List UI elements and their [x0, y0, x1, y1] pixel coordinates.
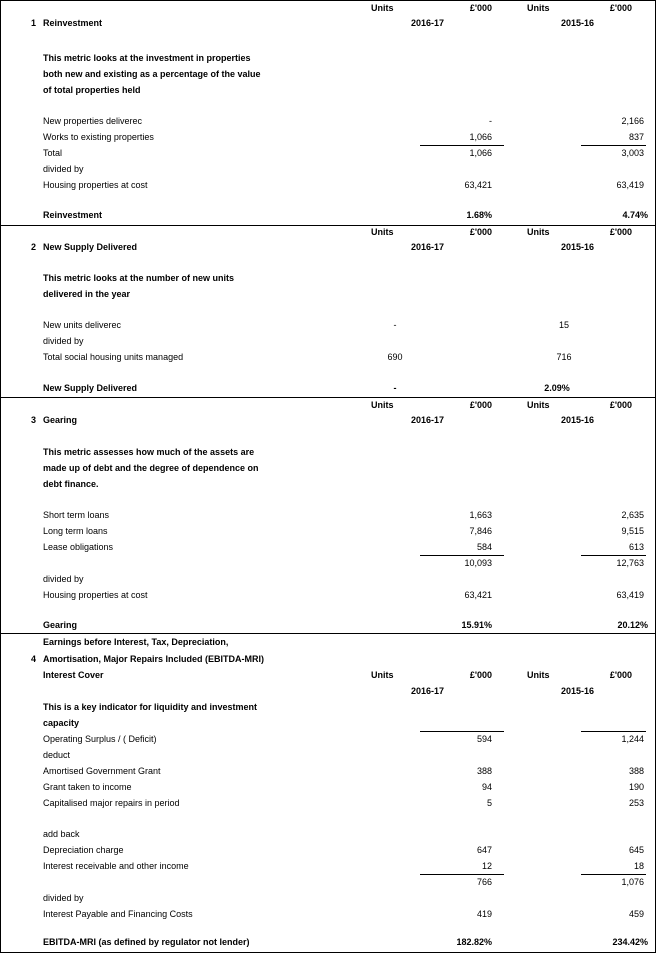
value-2016-17: 388 [476, 766, 492, 776]
row-label: deduct [43, 750, 71, 760]
row-label: Interest Payable and Financing Costs [43, 909, 193, 919]
section-title: Reinvestment [43, 18, 103, 28]
section-title: Earnings before Interest, Tax, Depreciation, [43, 637, 229, 647]
result-2015-16: 20.12% [617, 620, 648, 630]
description-line: This metric looks at the number of new units [43, 273, 235, 283]
value-2016-17: 94 [481, 782, 492, 792]
section-number: 2 [31, 242, 37, 252]
description-line: capacity [43, 718, 80, 728]
col-header-units: Units [527, 227, 550, 237]
subtotal-2016-17: 10,093 [464, 558, 492, 568]
description-line: debt finance. [43, 479, 99, 489]
description-line: This is a key indicator for liquidity and investment [43, 702, 258, 712]
row-label: Housing properties at cost [43, 180, 148, 190]
row-label: Amortised Government Grant [43, 766, 161, 776]
description-line: This metric assesses how much of the assets are [43, 447, 255, 457]
units-2016-17: - [393, 320, 397, 330]
value-2016-17: 1,066 [469, 148, 492, 158]
value-2016-17: 12 [481, 861, 492, 871]
description-line: delivered in the year [43, 289, 131, 299]
row-label: divided by [43, 164, 84, 174]
section-number: 1 [31, 18, 37, 28]
value-2016-17: 1,663 [469, 510, 492, 520]
value-2015-16: 2,635 [621, 510, 644, 520]
row-label: divided by [43, 893, 84, 903]
subtotal-rule [420, 731, 504, 732]
col-header-gbp: £'000 [609, 400, 632, 410]
section-title: Gearing [43, 415, 78, 425]
value-2015-16: 253 [628, 798, 644, 808]
row-label: Short term loans [43, 510, 110, 520]
year-header: 2015-16 [561, 242, 595, 252]
value-2015-16: 645 [628, 845, 644, 855]
subtotal-rule [581, 731, 646, 732]
section-ebitda-mri [0, 633, 656, 953]
col-header-units: Units [527, 400, 550, 410]
row-label: Long term loans [43, 526, 108, 536]
result-2015-16: 234.42% [612, 937, 648, 947]
section-title: Interest Cover [43, 670, 104, 680]
year-header: 2016-17 [411, 686, 445, 696]
col-header-gbp: £'000 [469, 227, 492, 237]
result-2015-16: 4.74% [622, 210, 648, 220]
value-2015-16: 837 [628, 132, 644, 142]
row-label: Total [43, 148, 63, 158]
description-line: This metric looks at the investment in properties [43, 53, 251, 63]
value-2016-17: 1,066 [469, 132, 492, 142]
subtotal-rule [420, 555, 504, 556]
row-label: Lease obligations [43, 542, 114, 552]
row-label: Grant taken to income [43, 782, 132, 792]
row-label: Depreciation charge [43, 845, 124, 855]
col-header-units: Units [371, 400, 394, 410]
result-label: Reinvestment [43, 210, 103, 220]
row-label: divided by [43, 574, 84, 584]
subtotal-2016-17: 766 [476, 877, 492, 887]
row-label: Housing properties at cost [43, 590, 148, 600]
value-2015-16: 3,003 [621, 148, 644, 158]
value-2016-17: 7,846 [469, 526, 492, 536]
result-label: New Supply Delivered [43, 383, 138, 393]
result-2016-17: 15.91% [461, 620, 492, 630]
row-label: Capitalised major repairs in period [43, 798, 180, 808]
value-2016-17: 594 [476, 734, 492, 744]
col-header-gbp: £'000 [609, 3, 632, 13]
col-header-units: Units [527, 670, 550, 680]
col-header-units: Units [371, 3, 394, 13]
value-2015-16: 613 [628, 542, 644, 552]
subtotal-rule [420, 145, 504, 146]
row-label: Interest receivable and other income [43, 861, 189, 871]
value-2015-16: 2,166 [621, 116, 644, 126]
row-label: Total social housing units managed [43, 352, 184, 362]
units-2015-16: 15 [558, 320, 569, 330]
units-2016-17: 690 [387, 352, 403, 362]
value-2015-16: 63,419 [616, 590, 644, 600]
col-header-gbp: £'000 [469, 3, 492, 13]
value-2016-17: 647 [476, 845, 492, 855]
result-2016-17: - [393, 383, 397, 393]
section-title: Amortisation, Major Repairs Included (EBITDA-MRI) [43, 654, 265, 664]
section-title: New Supply Delivered [43, 242, 138, 252]
subtotal-2015-16: 12,763 [616, 558, 644, 568]
result-label: EBITDA-MRI (as defined by regulator not lender) [43, 937, 250, 947]
section-number: 4 [31, 654, 37, 664]
col-header-gbp: £'000 [609, 227, 632, 237]
year-header: 2016-17 [411, 415, 445, 425]
value-2015-16: 388 [628, 766, 644, 776]
result-2016-17: 182.82% [456, 937, 492, 947]
value-2016-17: 5 [486, 798, 492, 808]
value-2015-16: 1,244 [621, 734, 644, 744]
description-line: both new and existing as a percentage of the value [43, 69, 261, 79]
description-line: of total properties held [43, 85, 141, 95]
subtotal-rule [581, 874, 646, 875]
result-2015-16: 2.09% [544, 383, 570, 393]
value-2015-16: 18 [633, 861, 644, 871]
row-label: divided by [43, 336, 84, 346]
year-header: 2016-17 [411, 242, 445, 252]
col-header-units: Units [527, 3, 550, 13]
value-2016-17: 63,421 [464, 590, 492, 600]
value-2015-16: 63,419 [616, 180, 644, 190]
row-label: add back [43, 829, 80, 839]
result-2016-17: 1.68% [466, 210, 492, 220]
value-2016-17: - [489, 116, 492, 126]
col-header-units: Units [371, 670, 394, 680]
subtotal-2015-16: 1,076 [621, 877, 644, 887]
value-2016-17: 63,421 [464, 180, 492, 190]
year-header: 2015-16 [561, 686, 595, 696]
value-2015-16: 190 [628, 782, 644, 792]
row-label: New properties deliverec [43, 116, 143, 126]
year-header: 2016-17 [411, 18, 445, 28]
row-label: Works to existing properties [43, 132, 154, 142]
year-header: 2015-16 [561, 18, 595, 28]
subtotal-rule [420, 874, 504, 875]
result-label: Gearing [43, 620, 78, 630]
section-reinvestment [0, 0, 656, 226]
year-header: 2015-16 [561, 415, 595, 425]
value-2016-17: 584 [476, 542, 492, 552]
col-header-units: Units [371, 227, 394, 237]
subtotal-rule [581, 555, 646, 556]
value-2016-17: 419 [476, 909, 492, 919]
row-label: New units deliverec [43, 320, 122, 330]
units-2015-16: 716 [556, 352, 572, 362]
description-line: made up of debt and the degree of dependence on [43, 463, 259, 473]
subtotal-rule [581, 145, 646, 146]
col-header-gbp: £'000 [609, 670, 632, 680]
section-number: 3 [31, 415, 37, 425]
row-label: Operating Surplus / ( Deficit) [43, 734, 157, 744]
col-header-gbp: £'000 [469, 670, 492, 680]
col-header-gbp: £'000 [469, 400, 492, 410]
value-2015-16: 9,515 [621, 526, 644, 536]
value-2015-16: 459 [628, 909, 644, 919]
